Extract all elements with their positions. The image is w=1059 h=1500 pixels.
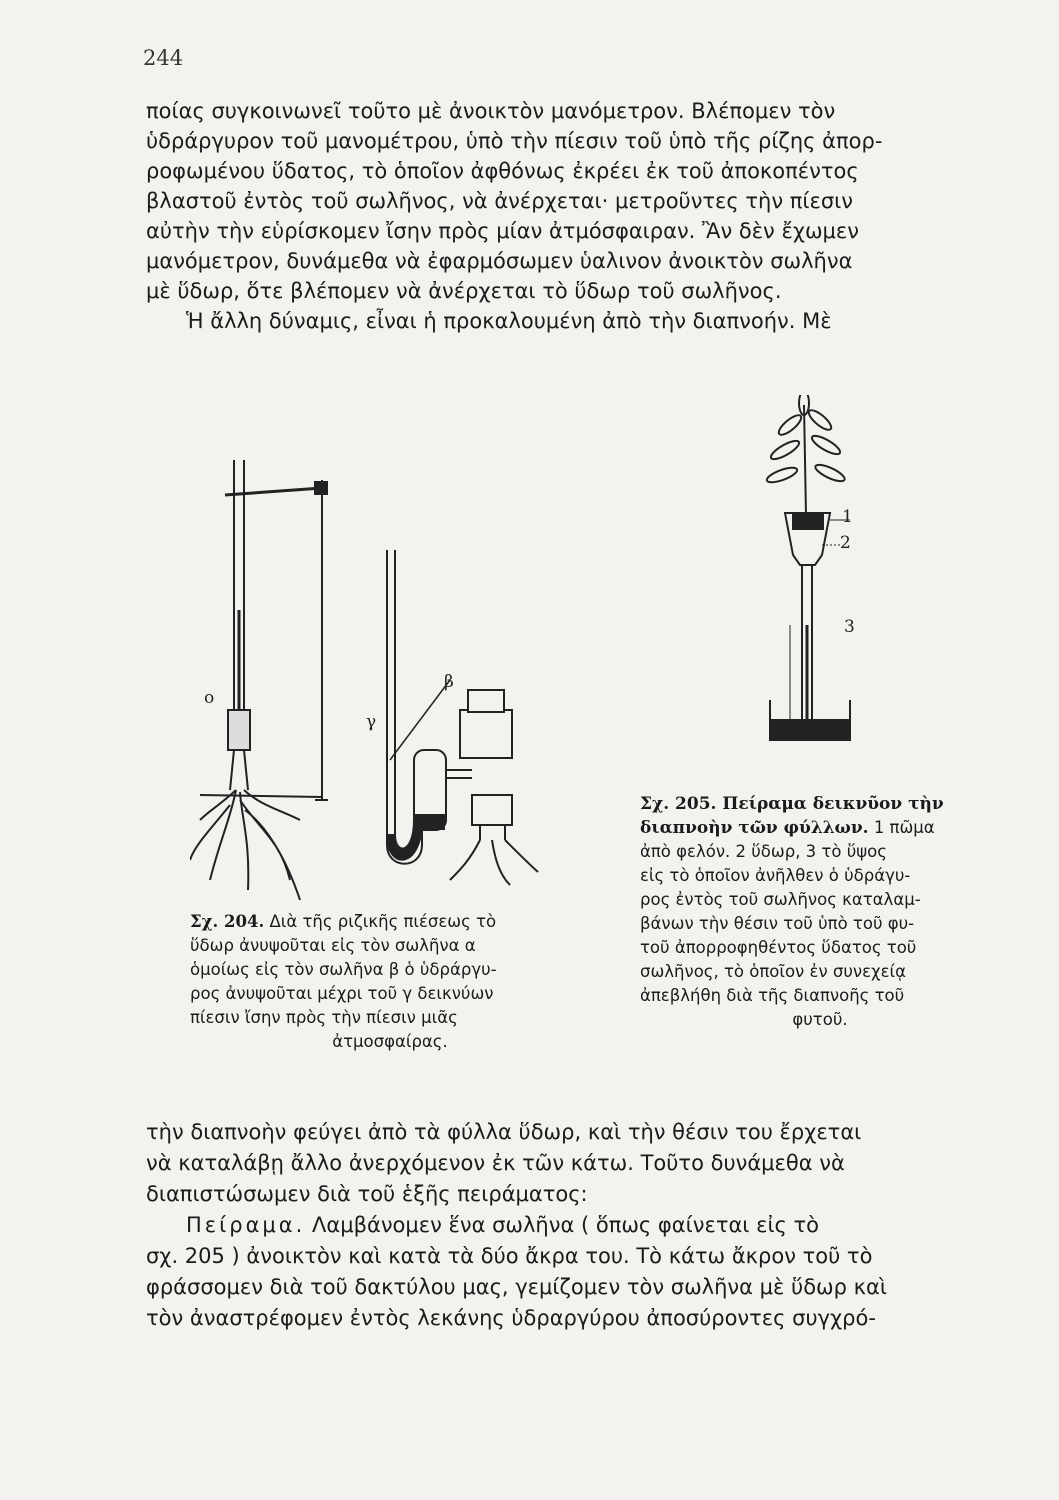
caption-line: σωλῆνος, τὸ ὁποῖον ἐν συνεχείᾳ xyxy=(640,962,906,981)
leaf xyxy=(776,412,804,438)
page-number: 244 xyxy=(143,46,184,70)
text-line: βλαστοῦ ἐντὸς τοῦ σωλῆνος, νὰ ἀνέρχεται· μετροῦντες τὴν πίεσιν xyxy=(146,189,854,213)
caption-line: τοῦ ἀπορροφηθέντος ὕδατος τοῦ xyxy=(640,938,917,957)
root-pressure-drawing xyxy=(190,460,540,900)
clamp-arm xyxy=(225,488,322,495)
caption-line: φυτοῦ. xyxy=(792,1010,848,1029)
ground-line xyxy=(200,795,322,797)
caption-label: Σχ. 204. xyxy=(190,912,265,931)
top-paragraph xyxy=(146,96,976,336)
text-line: τὸν ἀναστρέφομεν ἐντὸς λεκάνης ὑδραργύρου ἀποσύροντες συγχρό- xyxy=(146,1306,876,1330)
caption-line: ἀπὸ φελόν. 2 ὕδωρ, 3 τὸ ὕψος xyxy=(640,842,887,861)
caption-line: ἀπεβλήθη διὰ τῆς διαπνοῆς τοῦ xyxy=(640,986,905,1005)
caption-line: πίεσιν ἴσην πρὸς τὴν πίεσιν μιᾶς xyxy=(190,1008,458,1027)
caption-line: εἰς τὸ ὁποῖον ἀνῆλθεν ὁ ὑδράγυ- xyxy=(640,866,911,885)
leaf xyxy=(813,462,846,485)
label-beta: β xyxy=(444,672,454,692)
leaf xyxy=(810,433,843,458)
text-line: σχ. 205 ) ἀνοικτὸν καὶ κατὰ τὰ δύο ἄκρα του. Τὸ κάτω ἄκρον τοῦ τὸ xyxy=(146,1244,873,1268)
text-line: φράσσομεν διὰ τοῦ δακτύλου μας, γεμίζομεν τὸν σωλῆνα μὲ ὕδωρ καὶ xyxy=(146,1275,887,1299)
caption-line: ὁμοίως εἰς τὸν σωλῆνα β ὁ ὑδράργυ- xyxy=(190,960,497,979)
label-1: 1 xyxy=(842,507,853,527)
caption-figure-204 xyxy=(190,910,590,1054)
text-line: αὐτὴν τὴν εὑρίσκομεν ἴσην πρὸς μίαν ἀτμόσφαιραν. Ἂν δὲν ἔχωμεν xyxy=(146,219,859,243)
transpiration-drawing xyxy=(760,395,880,755)
caption-line: Διὰ τῆς ριζικῆς πιέσεως τὸ xyxy=(269,912,497,931)
text-line: νὰ καταλάβῃ ἄλλο ἀνερχόμενον ἐκ τῶν κάτω. Τοῦτο δυνάμεθα νὰ xyxy=(146,1151,845,1175)
text-line: ὑδράργυρον τοῦ μανομέτρου, ὑπὸ τὴν πίεσιν τοῦ ὑπὸ τῆς ρίζης ἀπορ- xyxy=(146,129,883,153)
caption-line: ρος ἐντὸς τοῦ σωλῆνος καταλαμ- xyxy=(640,890,921,909)
text-line: διαπιστώσωμεν διὰ τοῦ ἑξῆς πειράματος: xyxy=(146,1182,588,1206)
caption-line: ἀτμοσφαίρας. xyxy=(332,1032,448,1051)
caption-figure-205 xyxy=(640,792,1000,1032)
figure-204-illustration xyxy=(190,460,540,900)
caption-heading: Σχ. 205. Πείραμα δεικνῦον τὴν xyxy=(640,794,944,814)
text-line: τὴν διαπνοὴν φεύγει ἀπὸ τὰ φύλλα ὕδωρ, καὶ τὴν θέσιν του ἔρχεται xyxy=(146,1120,862,1144)
bottom-paragraph xyxy=(146,1117,976,1334)
leaf xyxy=(769,438,802,463)
experiment-word: Πείραμα. xyxy=(186,1213,306,1237)
caption-text: 1 πῶμα xyxy=(873,818,935,837)
branch xyxy=(804,405,806,515)
caption-line: βάνων τὴν θέσιν τοῦ ὑπὸ τοῦ φυ- xyxy=(640,914,915,933)
figure-205-illustration xyxy=(760,395,880,755)
label-3: 3 xyxy=(844,617,855,637)
caption-line: ρος ἀνυψοῦται μέχρι τοῦ γ δεικνύων xyxy=(190,984,494,1003)
leaf xyxy=(765,465,798,485)
text-line: ποίας συγκοινωνεῖ τοῦτο μὲ ἀνοικτὸν μανόμετρον. Βλέπομεν τὸν xyxy=(146,99,836,123)
text-line: μὲ ὕδωρ, ὅτε βλέπομεν νὰ ἀνέρχεται τὸ ὕδωρ τοῦ σωλῆνος. xyxy=(146,279,782,303)
caption-heading: διαπνοὴν τῶν φύλλων. xyxy=(640,818,869,838)
leaf xyxy=(806,407,834,433)
label-gamma: γ xyxy=(366,712,377,732)
text-line: Ἡ ἄλλη δύναμις, εἶναι ἡ προκαλουμένη ἀπὸ τὴν διαπνοήν. Μὲ xyxy=(186,309,832,333)
label-2: 2 xyxy=(840,533,851,553)
text-line: ροφωμένου ὕδατος, τὸ ὁποῖον ἀφθόνως ἐκρέει ἐκ τοῦ ἀποκοπέντος xyxy=(146,159,859,183)
cork xyxy=(793,513,823,529)
caption-line: ὕδωρ ἀνυψοῦται εἰς τὸν σωλῆνα α xyxy=(190,936,476,955)
text-line: μανόμετρον, δυνάμεθα νὰ ἐφαρμόσωμεν ὑαλινον ἀνοικτὸν σωλῆνα xyxy=(146,249,853,273)
roots xyxy=(190,790,300,900)
experiment-text: Λαμβάνομεν ἕνα σωλῆνα ( ὅπως φαίνεται εἰς τὸ xyxy=(312,1213,820,1237)
text-line xyxy=(146,1210,976,1241)
label-o: o xyxy=(204,688,215,708)
